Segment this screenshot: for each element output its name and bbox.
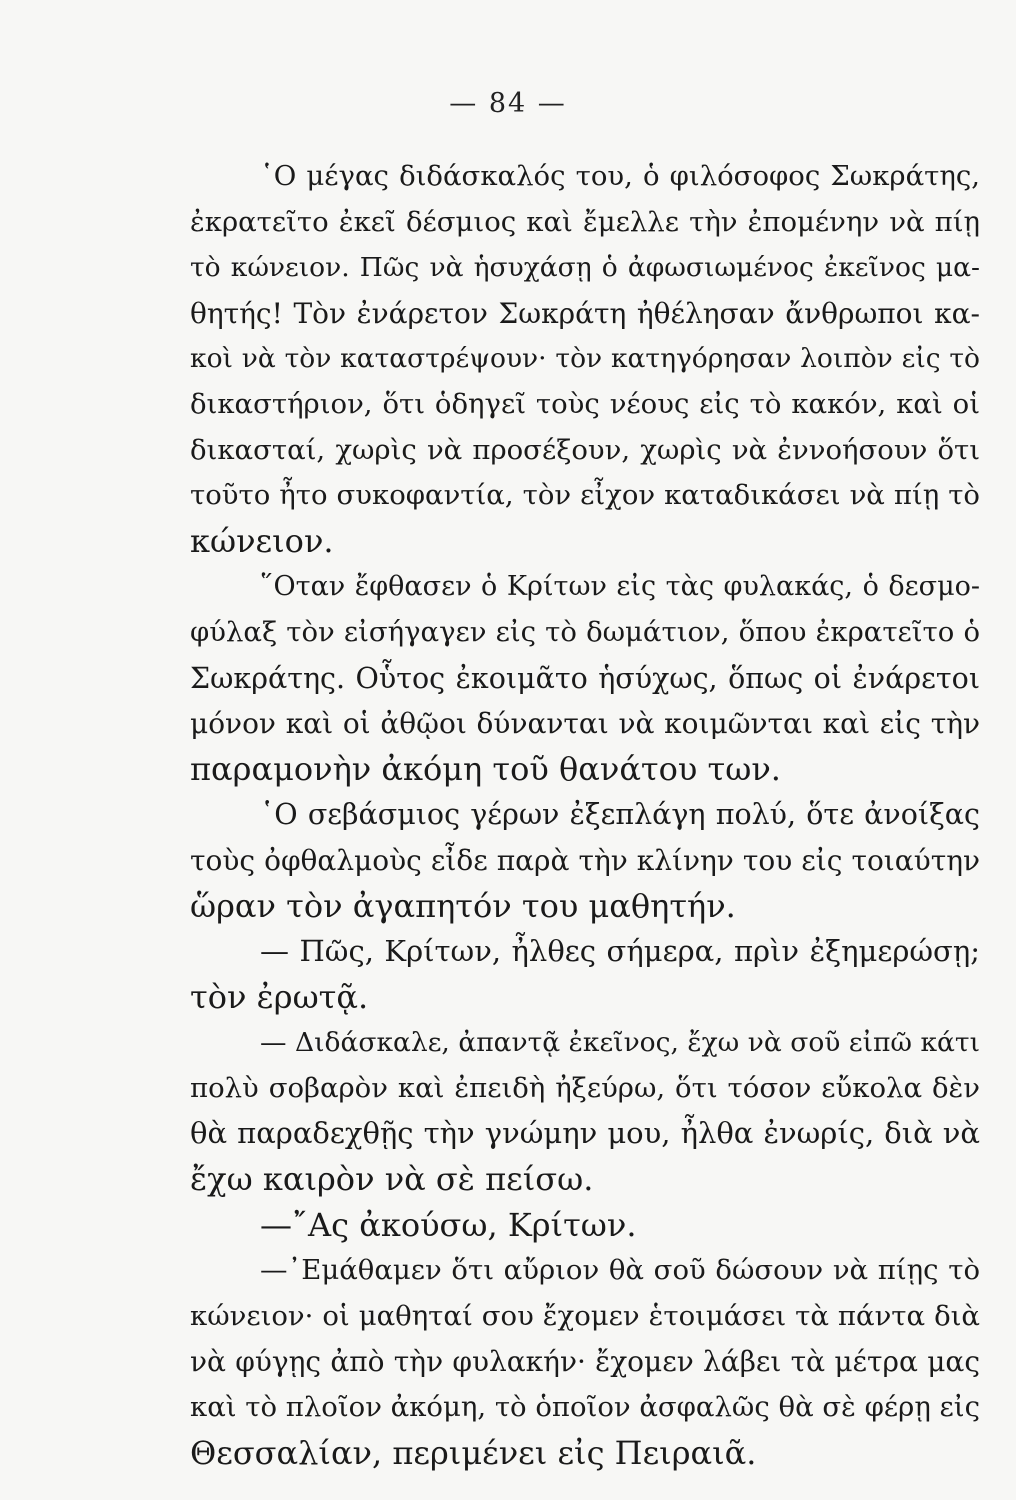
text-line: τὸ κώνειον. Πῶς νὰ ἡσυχάσῃ ὁ ἀφωσιωμένος ἐκεῖνος μα- — [190, 252, 980, 284]
paragraph-first-line: —῎Ας ἀκούσω, Κρίτων. — [260, 1205, 637, 1244]
text-line: Σωκράτης. Οὗτος ἐκοιμᾶτο ἡσύχως, ὅπως οἱ ἐνάρετοι — [190, 661, 980, 695]
text-line: κώνειον. — [190, 521, 334, 560]
paragraph-first-line: —᾿Εμάθαμεν ὅτι αὔριον θὰ σοῦ δώσουν νὰ πίῃς τὸ — [260, 1254, 980, 1287]
text-line: πολὺ σοβαρὸν καὶ ἐπειδὴ ἠξεύρω, ὅτι τόσον εὔκολα δὲν — [190, 1071, 980, 1104]
text-line: φύλαξ τὸν εἰσήγαγεν εἰς τὸ δωμάτιον, ὅπου ἐκρατεῖτο ὁ — [190, 615, 980, 648]
text-line: τὸν ἐρωτᾷ. — [190, 977, 369, 1016]
paragraph-first-line: — Πῶς, Κρίτων, ἦλθες σήμερα, πρὶν ἐξημερώσῃ; — [260, 934, 980, 969]
text-line: παραμονὴν ἀκόμη τοῦ θανάτου των. — [190, 749, 781, 788]
paragraph-first-line: ῾Ο σεβάσμιος γέρων ἐξεπλάγη πολύ, ὅτε ἀνοίξας — [260, 798, 980, 832]
text-line: δικασταί, χωρὶς νὰ προσέξουν, χωρὶς νὰ ἐννοήσουν ὅτι — [190, 433, 980, 466]
text-line: θητής! Τὸν ἐνάρετον Σωκράτη ἠθέλησαν ἄνθρωποι κα- — [190, 296, 980, 330]
text-line: καὶ τὸ πλοῖον ἀκόμη, τὸ ὁποῖον ἀσφαλῶς θὰ σὲ φέρῃ εἰς — [190, 1391, 980, 1424]
paragraph-first-line: ῞Οταν ἔφθασεν ὁ Κρίτων εἰς τὰς φυλακάς, ὁ δεσμο- — [260, 571, 980, 603]
text-line: νὰ φύγῃς ἀπὸ τὴν φυλακήν· ἔχομεν λάβει τὰ μέτρα μας — [190, 1345, 980, 1379]
text-line: ἔχω καιρὸν νὰ σὲ πείσω. — [190, 1160, 594, 1199]
text-line: ὥραν τὸν ἀγαπητόν του μαθητήν. — [190, 886, 736, 925]
text-line: κοὶ νὰ τὸν καταστρέψουν· τὸν κατηγόρησαν λοιπὸν εἰς τὸ — [190, 343, 980, 375]
text-line: θὰ παραδεχθῇς τὴν γνώμην μου, ἦλθα ἐνωρίς, διὰ νὰ — [190, 1116, 980, 1151]
text-line: Θεσσαλίαν, περιμένει εἰς Πειραιᾶ. — [190, 1433, 757, 1472]
text-line: τοὺς ὀφθαλμοὺς εἶδε παρὰ τὴν κλίνην του εἰς τοιαύτην — [190, 843, 980, 877]
text-line: τοῦτο ἦτο συκοφαντία, τὸν εἶχον καταδικάσει νὰ πίῃ τὸ — [190, 479, 980, 512]
text-line: ἐκρατεῖτο ἐκεῖ δέσμιος καὶ ἔμελλε τὴν ἐπομένην νὰ πίῃ — [190, 205, 980, 238]
page-number: — 84 — — [449, 88, 567, 119]
text-line: κώνειον· οἱ μαθηταί σου ἔχομεν ἑτοιμάσει τὰ πάντα διὰ — [190, 1299, 980, 1332]
text-body — [190, 154, 980, 1476]
paragraph-first-line: — Διδάσκαλε, ἀπαντᾷ ἐκεῖνος, ἔχω νὰ σοῦ εἰπῶ κάτι — [260, 1027, 980, 1059]
paragraph-first-line: ῾Ο μέγας διδάσκαλός του, ὁ φιλόσοφος Σωκράτης, — [260, 160, 980, 192]
text-line: δικαστήριον, ὅτι ὁδηγεῖ τοὺς νέους εἰς τὸ κακόν, καὶ οἱ — [190, 387, 980, 420]
text-line: μόνον καὶ οἱ ἀθῷοι δύνανται νὰ κοιμῶνται καὶ εἰς τὴν — [190, 707, 980, 741]
